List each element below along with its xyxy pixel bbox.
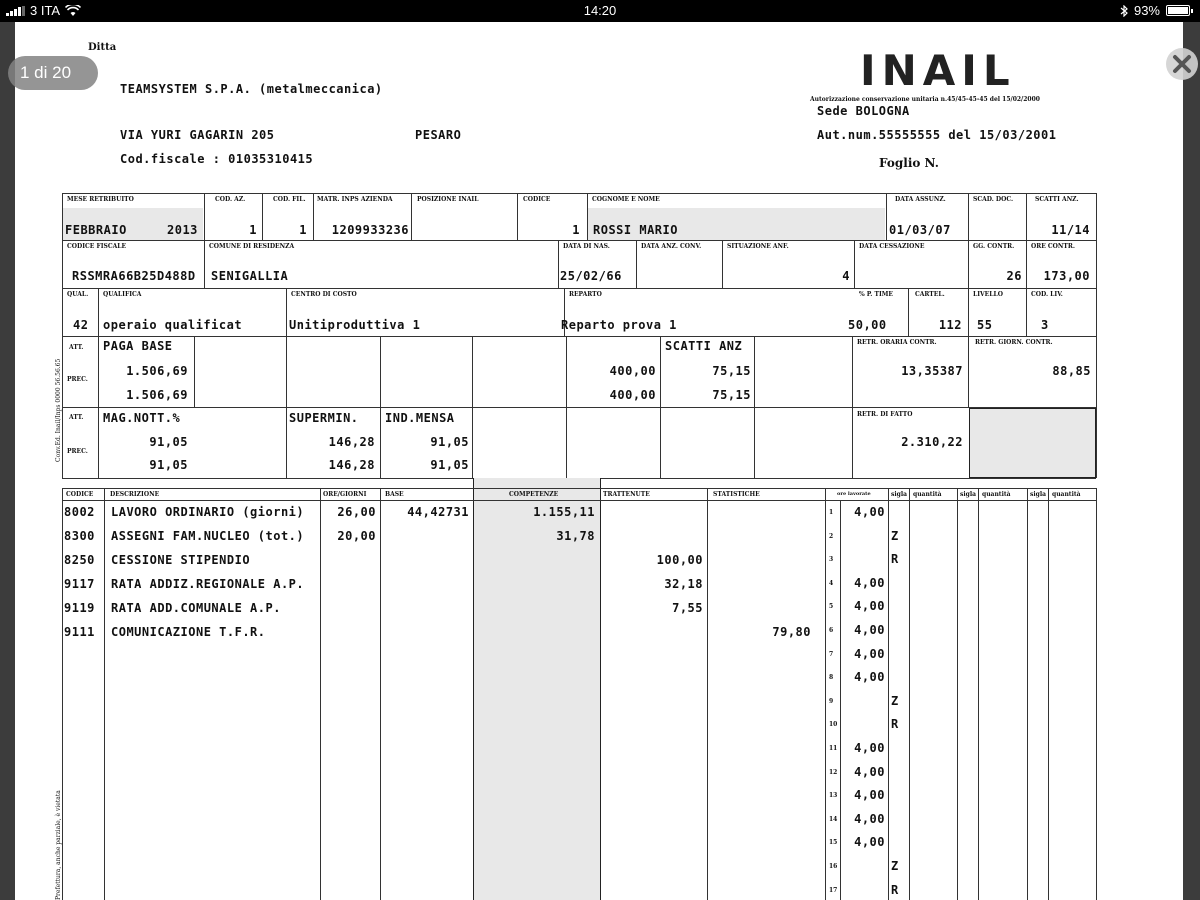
day-sigla: R: [891, 552, 899, 567]
day-number: 17: [829, 886, 838, 894]
th-quantita-1: quantità: [913, 491, 942, 498]
page-counter[interactable]: 1 di 20: [8, 56, 98, 90]
value-month: FEBBRAIO: [65, 223, 127, 237]
row-desc: RATA ADD.COMUNALE A.P.: [111, 601, 281, 615]
row-code: 9111: [64, 625, 95, 639]
label-cod-fil: COD. FIL.: [273, 196, 306, 203]
th-descrizione: DESCRIZIONE: [110, 491, 160, 498]
status-bar: [0, 0, 1200, 22]
day-number: 5: [829, 603, 834, 611]
day-number: 14: [829, 815, 838, 823]
ind-mensa-att: 91,05: [430, 435, 469, 449]
value-comune: SENIGALLIA: [211, 269, 289, 283]
label-reparto: REPARTO: [569, 291, 602, 298]
day-sigla: R: [891, 717, 899, 732]
value-cod-az: 1: [249, 223, 257, 237]
day-number: 6: [829, 627, 834, 634]
label-data-anz-conv: DATA ANZ. CONV.: [641, 243, 702, 250]
th-sigla-3: sigla: [1030, 491, 1047, 498]
carrier-label: 3 ITA: [30, 3, 61, 18]
retr-oraria-label: RETR. ORARIA CONTR.: [857, 339, 937, 346]
foglio-label: Foglio N.: [879, 156, 939, 170]
scatti-label: SCATTI ANZ: [665, 339, 743, 353]
day-hours: 4,00: [854, 505, 885, 519]
value-reparto: Reparto prova 1: [561, 318, 677, 332]
day-number: 13: [829, 792, 838, 800]
day-number: 10: [829, 721, 838, 729]
ind-mensa-label: IND.MENSA: [385, 411, 455, 425]
row-tratt: 100,00: [656, 553, 703, 567]
day-hours: 4,00: [854, 741, 885, 755]
label-livello: LIVELLO: [973, 291, 1003, 298]
value-qualifica: operaio qualificat: [103, 318, 243, 332]
row4-prec-label: PREC.: [67, 376, 88, 383]
mag-nott-label: MAG.NOTT.%: [103, 411, 181, 425]
day-number: 7: [829, 650, 834, 658]
day-number: 4: [829, 579, 834, 587]
label-gg-contr: GG. CONTR.: [973, 243, 1015, 250]
row-desc: LAVORO ORDINARIO (giorni): [111, 505, 305, 519]
value-centro-costo: Unitiproduttiva 1: [289, 318, 421, 332]
row4-att-label: ATT.: [69, 344, 84, 351]
day-number: 8: [829, 674, 834, 682]
day-hours: 4,00: [854, 575, 885, 590]
day-hours: 4,00: [854, 599, 885, 614]
th-ore-lavorate: ore lavorate: [837, 491, 871, 497]
row-ore: 20,00: [337, 529, 376, 543]
paga-base-prec: 1.506,69: [126, 388, 188, 402]
row-stat: 79,80: [772, 625, 811, 639]
row-code: 8002: [64, 505, 95, 519]
th-competenze: COMPETENZE: [509, 491, 559, 498]
label-cod-az: COD. AZ.: [215, 196, 246, 203]
label-cod-liv: COD. LIV.: [1031, 291, 1063, 298]
value-situazione-anf: 4: [842, 269, 850, 283]
scatti-prec: 75,15: [712, 388, 751, 402]
th-base: BASE: [385, 491, 404, 498]
aut-num: Aut.num.55555555 del 15/03/2001: [817, 128, 1057, 142]
day-number: 11: [829, 745, 838, 752]
th-statistiche: STATISTICHE: [713, 491, 760, 498]
day-number: 1: [829, 509, 834, 516]
th-quantita-2: quantità: [982, 491, 1011, 498]
row-desc: COMUNICAZIONE T.F.R.: [111, 625, 266, 639]
th-codice: CODICE: [66, 491, 94, 498]
supermin-att: 146,28: [328, 435, 375, 449]
label-comune: COMUNE DI RESIDENZA: [209, 243, 295, 250]
label-qual: QUAL.: [67, 291, 89, 298]
label-situazione-anf: SITUAZIONE ANF.: [727, 243, 789, 250]
battery-percent: 93%: [1133, 3, 1160, 18]
row-desc: RATA ADDIZ.REGIONALE A.P.: [111, 577, 305, 591]
label-p-time: % P. TIME: [859, 291, 893, 298]
value-year: 2013: [167, 223, 198, 237]
side-text-bottom: Prefettura, anche parziale, è vietata: [55, 790, 62, 900]
day-hours: 4,00: [854, 835, 885, 850]
day-hours: 4,00: [854, 764, 885, 779]
col6-att: 400,00: [609, 364, 656, 378]
label-scatti-anz: SCATTI ANZ.: [1035, 196, 1079, 203]
scatti-att: 75,15: [712, 364, 751, 378]
value-matr-inps: 1209933236: [331, 223, 409, 237]
mag-nott-prec: 91,05: [149, 458, 188, 472]
value-cartel: 112: [938, 318, 962, 332]
side-text-top: Conv.Ed. Inail/Inps 0000 56.56.65: [55, 358, 62, 462]
value-cod-liv: 3: [1041, 318, 1049, 332]
day-sigla: Z: [891, 693, 899, 708]
supermin-prec: 146,28: [328, 458, 375, 472]
row5-att-label: ATT.: [69, 414, 84, 421]
th-quantita-3: quantità: [1052, 491, 1081, 498]
supermin-label: SUPERMIN.: [289, 411, 359, 425]
day-number: 15: [829, 839, 838, 847]
row-code: 8300: [64, 529, 95, 543]
inail-logo: INAIL: [860, 46, 1016, 95]
day-sigla: Z: [891, 859, 899, 873]
retr-fatto-label: RETR. DI FATTO: [857, 411, 913, 418]
retr-giorn-label: RETR. GIORN. CONTR.: [975, 339, 1053, 346]
battery-icon: [1166, 5, 1190, 16]
value-ore-contr: 173,00: [1043, 269, 1090, 283]
label-codice-fiscale: CODICE FISCALE: [67, 243, 127, 250]
value-qual: 42: [73, 318, 89, 332]
company-name: TEAMSYSTEM S.P.A. (metalmeccanica): [120, 82, 383, 96]
retr-oraria-value: 13,35387: [901, 364, 963, 378]
row-ore: 26,00: [337, 505, 376, 519]
paga-base-att: 1.506,69: [126, 364, 188, 378]
day-sigla: R: [891, 882, 899, 897]
day-hours: 4,00: [854, 670, 885, 685]
row-tratt: 32,18: [664, 577, 703, 591]
label-scad-doc: SCAD. DOC.: [973, 196, 1014, 203]
mag-nott-att: 91,05: [149, 435, 188, 449]
th-trattenute: TRATTENUTE: [603, 491, 650, 498]
close-icon: [1166, 48, 1198, 80]
ditta-label: Ditta: [88, 42, 117, 53]
label-data-nascita: DATA DI NAS.: [563, 243, 610, 250]
row-tratt: 7,55: [672, 601, 703, 615]
value-cod-fil: 1: [299, 223, 307, 237]
row5-prec-label: PREC.: [67, 448, 88, 455]
retr-giorn-value: 88,85: [1052, 364, 1091, 378]
document-viewer[interactable]: [0, 22, 1200, 900]
value-data-assunz: 01/03/07: [889, 223, 951, 237]
day-number: 3: [829, 556, 834, 564]
payslip-page: [15, 22, 1183, 900]
value-name: ROSSI MARIO: [593, 223, 678, 237]
label-mese: MESE RETRIBUITO: [67, 196, 134, 203]
value-codice-fiscale: RSSMRA66B25D488D: [72, 269, 196, 283]
label-ore-contr: ORE CONTR.: [1031, 243, 1075, 250]
label-data-assunz: DATA ASSUNZ.: [895, 196, 946, 203]
row-comp: 1.155,11: [533, 505, 595, 519]
retr-fatto-value: 2.310,22: [901, 435, 963, 449]
row-desc: CESSIONE STIPENDIO: [111, 553, 251, 567]
row-base: 44,42731: [407, 505, 469, 519]
th-sigla-1: sigla: [891, 491, 908, 498]
row-desc: ASSEGNI FAM.NUCLEO (tot.): [111, 529, 305, 543]
label-centro-costo: CENTRO DI COSTO: [291, 291, 357, 298]
th-ore-giorni: ORE/GIORNI: [323, 491, 367, 498]
sede-label: Sede BOLOGNA: [817, 104, 910, 118]
day-number: 2: [829, 532, 834, 540]
bluetooth-icon: [1120, 5, 1128, 17]
authorization-note: Autorizzazione conservazione unitaria n.45/45-45-45 del 15/02/2000: [810, 96, 1040, 103]
label-data-cessazione: DATA CESSAZIONE: [859, 243, 925, 250]
label-pos-inail: POSIZIONE INAIL: [417, 196, 479, 203]
paga-base-label: PAGA BASE: [103, 339, 173, 353]
day-hours: 4,00: [854, 811, 885, 826]
col6-prec: 400,00: [609, 388, 656, 402]
row-comp: 31,78: [556, 529, 595, 543]
fiscal-code: Cod.fiscale : 01035310415: [120, 152, 314, 166]
ind-mensa-prec: 91,05: [430, 458, 469, 472]
close-button[interactable]: [1166, 48, 1198, 80]
label-cognome-nome: COGNOME E NOME: [592, 196, 660, 203]
day-number: 16: [829, 863, 838, 870]
day-hours: 4,00: [854, 646, 885, 661]
day-sigla: Z: [891, 528, 899, 543]
value-p-time: 50,00: [848, 318, 887, 332]
day-hours: 4,00: [854, 623, 885, 637]
day-number: 12: [829, 768, 838, 776]
value-gg-contr: 26: [1006, 269, 1022, 283]
row-code: 9117: [64, 577, 95, 591]
day-number: 9: [829, 697, 834, 705]
row-code: 8250: [64, 553, 95, 567]
label-matr-inps: MATR. INPS AZIENDA: [317, 196, 393, 203]
th-sigla-2: sigla: [960, 491, 977, 498]
label-qualifica: QUALIFICA: [103, 291, 142, 298]
label-cartel: CARTEL.: [915, 291, 945, 298]
value-codice: 1: [572, 223, 580, 237]
label-codice: CODICE: [523, 196, 551, 203]
value-data-nascita: 25/02/66: [560, 269, 622, 283]
value-livello: 55: [977, 318, 993, 332]
day-hours: 4,00: [854, 788, 885, 803]
company-city: PESARO: [415, 128, 462, 142]
clock: 14:20: [583, 3, 617, 18]
row-code: 9119: [64, 601, 95, 615]
company-address: VIA YURI GAGARIN 205: [120, 128, 275, 142]
value-scatti-anz: 11/14: [1051, 223, 1090, 237]
